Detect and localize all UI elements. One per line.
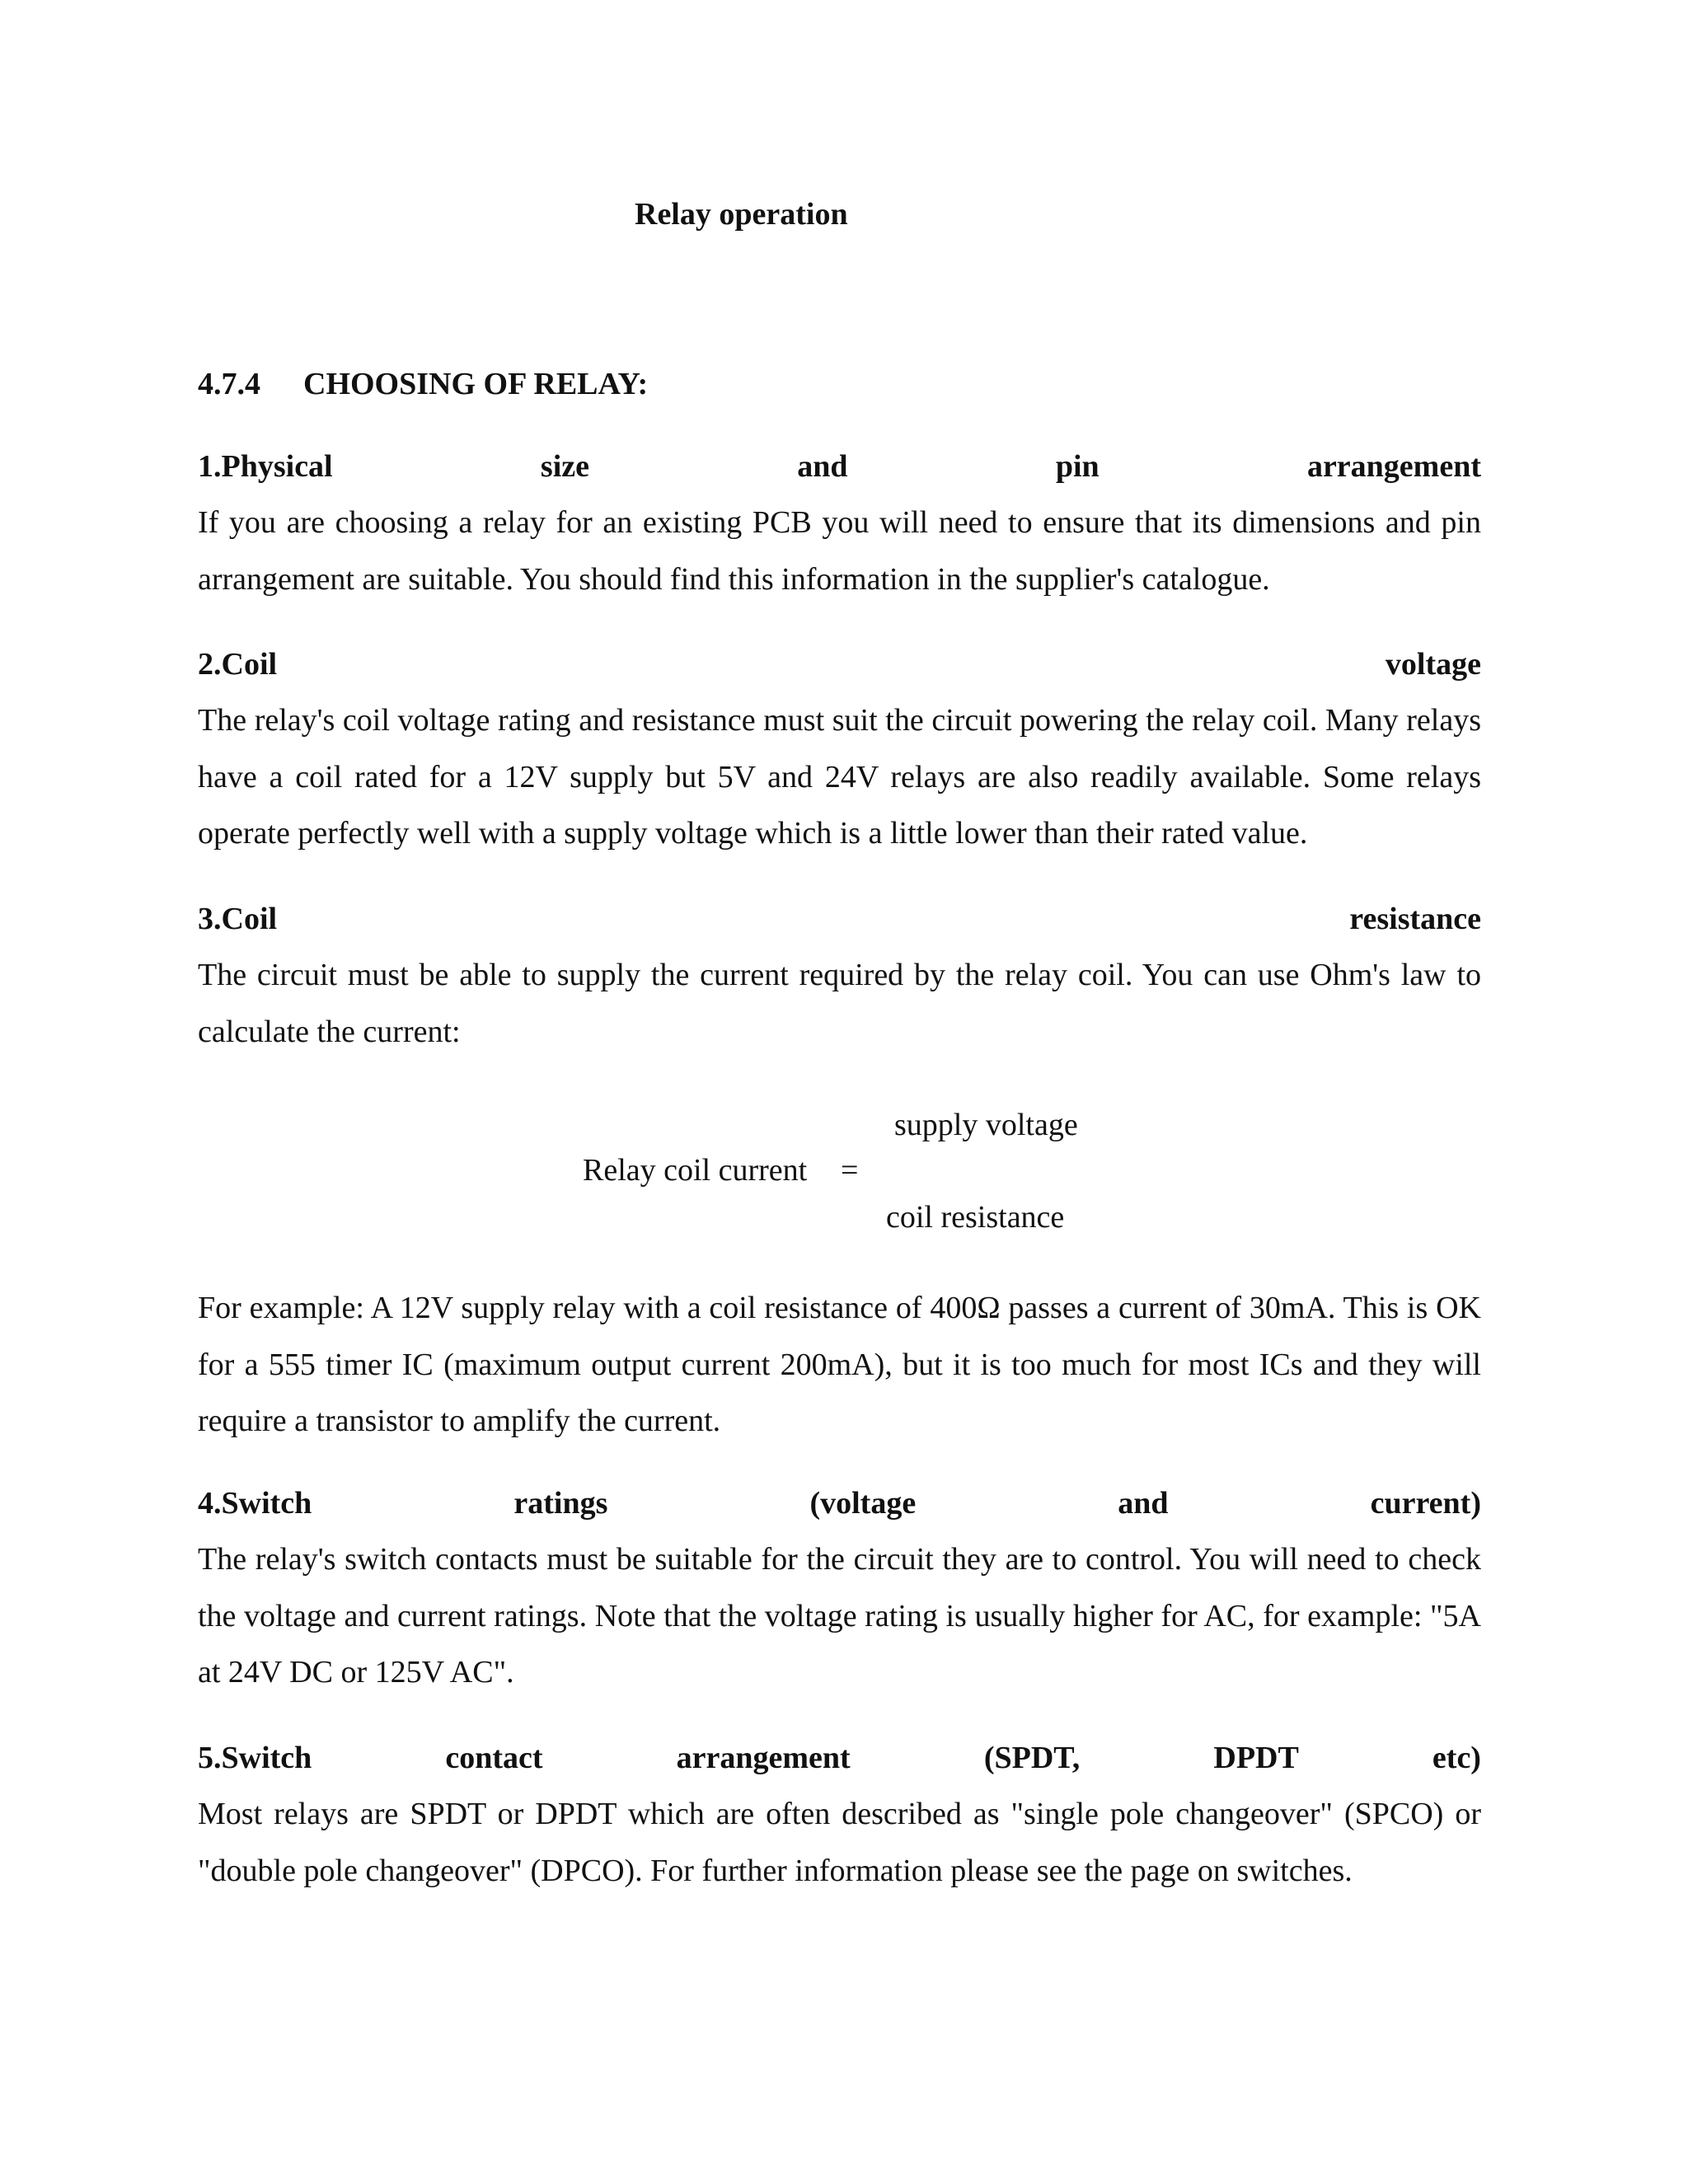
item-body: The relay's switch contacts must be suitable for the circuit they are to control. You will need to check the voltage and current ratings. Note that the voltage rating is usually higher for AC, for example: "5A at 24V DC or 125V AC". bbox=[198, 1542, 1481, 1690]
heading-word: current) bbox=[1370, 1486, 1481, 1521]
page-title: Relay operation bbox=[635, 197, 848, 232]
heading-word: contact bbox=[445, 1741, 543, 1775]
item-body: Most relays are SPDT or DPDT which are often described as "single pole changeover" (SPCO) or "double pole changeover" (DPCO). For further information please see the page on switches. bbox=[198, 1797, 1481, 1888]
heading-word: voltage bbox=[1385, 647, 1481, 682]
heading-word: ratings bbox=[513, 1486, 608, 1521]
heading-word: 1.Physical bbox=[198, 449, 333, 484]
heading-word: arrangement bbox=[676, 1741, 851, 1775]
example-paragraph bbox=[198, 1280, 1481, 1450]
item-coil-resistance bbox=[198, 891, 1481, 1060]
item-heading bbox=[198, 1730, 1481, 1786]
item-heading bbox=[198, 891, 1481, 947]
heading-word: arrangement bbox=[1306, 449, 1481, 484]
item-coil-voltage bbox=[198, 636, 1481, 862]
formula-lhs: Relay coil current bbox=[583, 1153, 808, 1188]
heading-word: 2.Coil bbox=[198, 647, 278, 682]
heading-word: DPDT bbox=[1213, 1741, 1299, 1775]
section-heading bbox=[198, 366, 648, 404]
item-body: The relay's coil voltage rating and resistance must suit the circuit powering the relay coil. Many relays have a coil rated for a 12V supply but 5V and 24V relays are also readily available. Some relays operate perfectly well with a supply voltage which is a little lower than their rated value. bbox=[198, 703, 1481, 851]
heading-word: 4.Switch bbox=[198, 1486, 312, 1521]
heading-word: (SPDT, bbox=[983, 1741, 1081, 1775]
item-heading bbox=[198, 1475, 1481, 1531]
section-number: 4.7.4 bbox=[198, 367, 260, 401]
item-body: The circuit must be able to supply the current required by the relay coil. You can use Ohm's law to calculate the current: bbox=[198, 958, 1481, 1049]
item-body: If you are choosing a relay for an existing PCB you will need to ensure that its dimensions and pin arrangement are suitable. You should find this information in the supplier's catalogue. bbox=[198, 505, 1481, 597]
heading-word: resistance bbox=[1349, 902, 1481, 936]
heading-word: etc) bbox=[1432, 1741, 1481, 1775]
heading-word: 5.Switch bbox=[198, 1741, 312, 1775]
heading-word: (voltage bbox=[809, 1486, 917, 1521]
formula-denominator: coil resistance bbox=[886, 1200, 1065, 1235]
heading-word: and bbox=[797, 449, 848, 484]
item-physical-size bbox=[198, 438, 1481, 607]
item-switch-ratings bbox=[198, 1475, 1481, 1701]
heading-word: size bbox=[540, 449, 589, 484]
formula-numerator: supply voltage bbox=[894, 1108, 1078, 1142]
item-switch-contact bbox=[198, 1730, 1481, 1899]
section-title: CHOOSING OF RELAY: bbox=[303, 367, 649, 401]
item-heading bbox=[198, 438, 1481, 494]
item-heading bbox=[198, 636, 1481, 692]
heading-word: pin bbox=[1055, 449, 1100, 484]
formula-equals: = bbox=[841, 1153, 859, 1188]
item-body: For example: A 12V supply relay with a coil resistance of 400Ω passes a current of 30mA. This is OK for a 555 timer IC (maximum output current 200mA), but it is too much for most ICs and they will require a transistor to amplify the current. bbox=[198, 1291, 1481, 1438]
heading-word: and bbox=[1118, 1486, 1169, 1521]
heading-word: 3.Coil bbox=[198, 902, 278, 936]
